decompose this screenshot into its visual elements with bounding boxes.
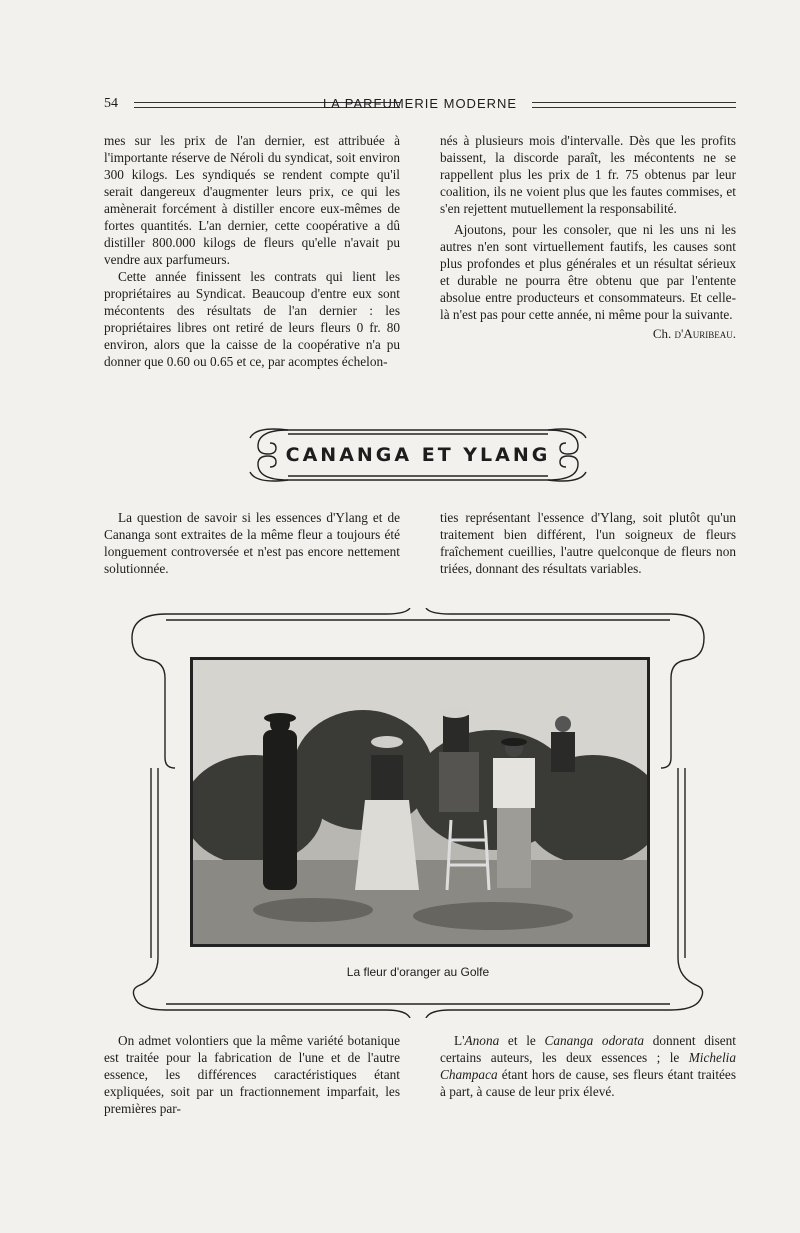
article2-paragraph: On admet volontiers que la même variété botanique est traitée pour la fabrication de l'une et de l'autre essence, les différences caractéristiques étant expliquées, soit par un fractionnement imparfait, les premières par- <box>104 1033 400 1116</box>
article2-body-left <box>104 1032 400 1117</box>
running-header <box>104 96 736 116</box>
article1-right-column <box>440 132 736 342</box>
article1-paragraph: Cette année finissent les contrats qui lient les propriétaires au Syndicat. Beaucoup d'entre eux sont mécontents des résultats de l'an dernier : les propriétaires libres ont retiré de leurs fleurs 0 fr. 80 environ, alors que la caisse de la coopérative n'a pu donner que 0.60 ou 0.65 et ce, par acomptes échelon- <box>104 269 400 369</box>
section-title: CANANGA ET YLANG <box>285 444 551 466</box>
section-heading <box>248 424 588 486</box>
photograph <box>190 657 650 947</box>
article2-intro-right <box>440 509 736 577</box>
article1-paragraph: nés à plusieurs mois d'intervalle. Dès que les profits baissent, la discorde paraît, les mécontents ne se rappellent plus les prix de 1 fr. 75 obtenus par leur coalition, ils ne voient plus que les fautes commises, et s'en rejettent mutuellement la responsabilité. <box>440 133 736 216</box>
header-rule-right <box>532 102 736 108</box>
article1-paragraph: mes sur les prix de l'an dernier, est attribuée à l'importante réserve de Néroli du syndicat, soit environ 300 kilogs. Les syndiqués se rendent compte qu'il serait dangereux d'augmenter leurs prix, ce qui les amènerait forcément à distiller encore eux-mêmes de fortes quantités. L'an dernier, cette coopérative a dû distiller 800.000 kilogs de fleurs qu'elle n'avait pu vendre aux parfumeurs. <box>104 133 400 267</box>
article1-paragraph: Ajoutons, pour les consoler, que ni les uns ni les autres n'en sont virtuellement fautifs, les causes sont plus profondes et plus générales et un résultat sérieux et durable ne pourra être obtenu que par l'entente absolue entre producteurs et consommateurs. Et celle-là n'est pas pour cette année, ni même pour la suivante. <box>440 222 736 322</box>
article1-left-column <box>104 132 400 370</box>
journal-title: LA PARFUMERIE MODERNE <box>322 96 518 111</box>
author-signature: Ch. d'Auribeau. <box>652 326 736 341</box>
article2-body-right <box>440 1032 736 1100</box>
article2-paragraph: ties représentant l'essence d'Ylang, soit plutôt qu'un traitement bien différent, l'un soigneux de fleurs fraîchement cueillies, l'autre quelconque de fleurs non triées, donnant des résultats variables. <box>440 510 736 576</box>
photo-orchard-scene <box>193 660 647 944</box>
article2-paragraph: La question de savoir si les essences d'Ylang et de Cananga sont extraites de la même fleur a toujours été longuement controversée et n'est pas encore nettement solutionnée. <box>104 510 400 576</box>
article2-intro-left <box>104 509 400 577</box>
article2-paragraph: L'Anona et le Cananga odorata donnent disent certains auteurs, les deux essences ; le Michelia Champaca étant hors de cause, ses fleurs étant traitées à part, à cause de leur prix élevé. <box>440 1033 737 1099</box>
page-number: 54 <box>104 96 118 111</box>
figure-caption: La fleur d'oranger au Golfe <box>346 965 490 979</box>
